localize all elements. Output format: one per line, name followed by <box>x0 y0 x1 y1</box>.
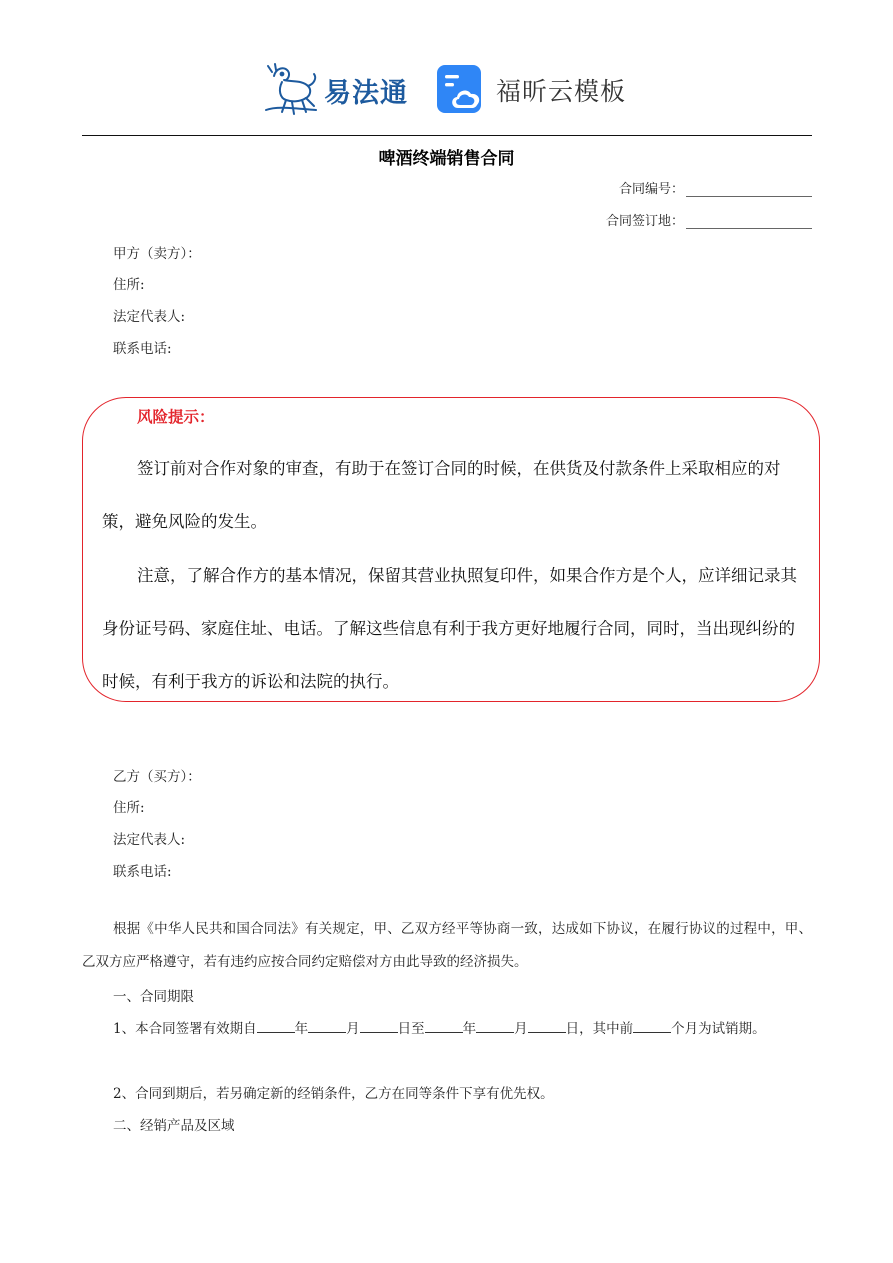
party-b-address: 住所: <box>113 800 145 816</box>
clause-2: 2、合同到期后，若另确定新的经销条件，乙方在同等条件下享有优先权。 <box>113 1086 554 1102</box>
clause-1-text: 日，其中前 <box>565 1021 634 1037</box>
party-b-representative: 法定代表人: <box>113 832 186 848</box>
yifatong-logo <box>262 58 408 122</box>
foxit-template-logo <box>436 58 626 122</box>
risk-notice-paragraph-1: 签订前对合作对象的审查，有助于在签订合同的时候，在供货及付款条件上采取相应的对策，避免风险的发生。 <box>102 459 781 531</box>
document-title: 啤酒终端销售合同 <box>378 149 515 169</box>
brand2-name: 福昕云模板 <box>496 77 627 106</box>
clause-1-text: 个月为试销期。 <box>671 1021 766 1037</box>
party-a-representative: 法定代表人: <box>113 309 186 325</box>
clause-1-text: 年 <box>462 1021 477 1037</box>
party-a-address: 住所: <box>113 277 145 293</box>
clause-1-text: 日至 <box>397 1021 425 1037</box>
signing-place-row <box>606 210 812 229</box>
risk-notice-paragraph-2: 注意，了解合作方的基本情况，保留其营业执照复印件，如果合作方是个人，应详细记录其身份证号码、家庭住址、电话。了解这些信息有利于我方更好地履行合同，同时，当出现纠纷的时候，有利于我方的诉讼和法院的执行。 <box>102 566 797 691</box>
cloud-doc-icon <box>436 64 486 116</box>
qilin-icon <box>262 62 320 118</box>
contract-number-blank[interactable] <box>686 181 812 197</box>
end-day-blank[interactable] <box>528 1018 566 1033</box>
intro-paragraph: 根据《中华人民共和国合同法》有关规定，甲、乙双方经平等协商一致，达成如下协议，在履行协议的过程中，甲、乙双方应严格遵守，若有违约应按合同约定赔偿对方由此导致的经济损失。 <box>82 921 812 970</box>
end-month-blank[interactable] <box>476 1018 514 1033</box>
brand1-name: 易法通 <box>324 77 408 109</box>
signing-place-blank[interactable] <box>686 213 812 229</box>
clause-1-text: 月 <box>346 1021 360 1037</box>
section-1-heading: 一、合同期限 <box>113 989 194 1005</box>
start-day-blank[interactable] <box>360 1018 398 1033</box>
start-month-blank[interactable] <box>308 1018 346 1033</box>
clause-1-text: 年 <box>294 1021 309 1037</box>
clause-1-text: 1、本合同签署有效期自 <box>113 1021 257 1037</box>
clause-1 <box>82 1013 812 1046</box>
section-2-heading: 二、经销产品及区域 <box>113 1118 235 1134</box>
risk-notice-title: 风险提示： <box>137 408 215 426</box>
contract-number-label: 合同编号： <box>618 182 684 197</box>
party-b-phone: 联系电话: <box>113 864 172 880</box>
trial-months-blank[interactable] <box>633 1018 671 1033</box>
party-a-heading: 甲方（卖方）： <box>113 246 201 262</box>
end-year-blank[interactable] <box>425 1018 463 1033</box>
clause-1-text: 月 <box>514 1021 528 1037</box>
contract-number-row <box>619 178 812 197</box>
header-divider <box>82 135 812 136</box>
signing-place-label: 合同签订地： <box>605 214 684 229</box>
party-a-phone: 联系电话: <box>113 341 172 357</box>
party-b-heading: 乙方（买方）： <box>113 769 201 785</box>
start-year-blank[interactable] <box>257 1018 295 1033</box>
